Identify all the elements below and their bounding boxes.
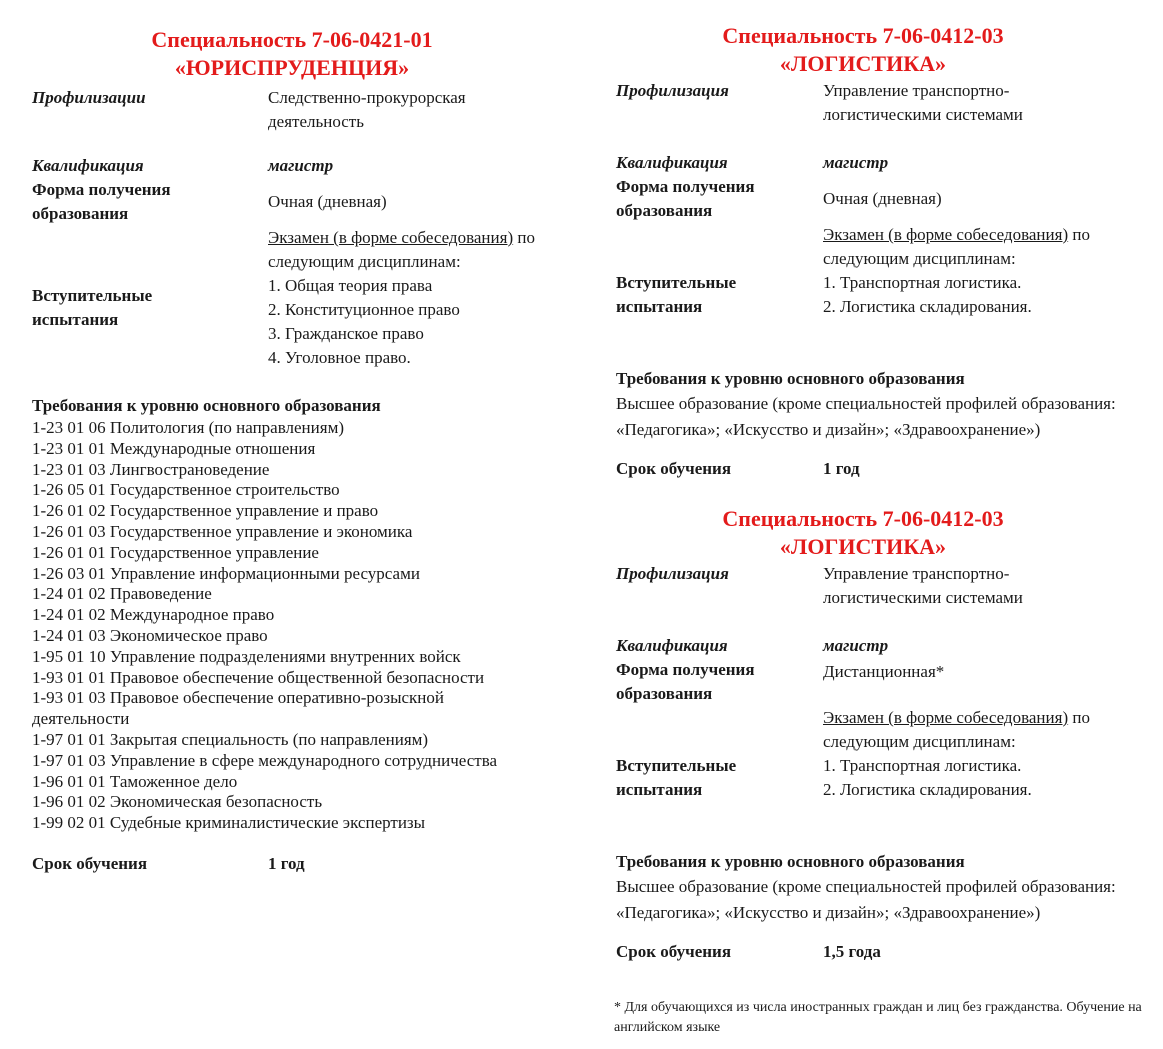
list-item: 1-26 05 01 Государственное строительство	[32, 480, 340, 500]
specialty-title-line2: «ЛОГИСТИКА»	[779, 51, 947, 76]
exam-disciplines-text: по следующим дисциплинам:	[268, 228, 535, 271]
list-item: 1-26 01 02 Государственное управление и право	[32, 501, 379, 521]
study-form-label: Форма получения образования	[616, 660, 755, 703]
entrance-exams-value	[823, 706, 1123, 802]
requirements-text: Высшее образование (кроме специальностей профилей образования: «Педагогика»; «Искусство и дизайн»; «Здравоохранение»)	[616, 394, 1116, 439]
qualification-value: магистр	[268, 156, 334, 175]
list-item: 1-23 01 03 Лингвострановедение	[32, 459, 270, 479]
profile-row	[616, 79, 1156, 151]
specialty-title-line2: «ЛОГИСТИКА»	[779, 534, 947, 559]
requirements-label: Требования к уровню основного образования	[32, 396, 381, 415]
qualification-value: магистр	[823, 636, 889, 655]
study-form-value: Очная (дневная)	[268, 192, 387, 211]
study-form-row	[616, 175, 1156, 223]
list-item: 1-23 01 01 Международные отношения	[32, 438, 316, 458]
exam-item: 2. Конституционное право	[268, 300, 460, 319]
entrance-exams-row	[32, 226, 552, 394]
exam-item: 1. Общая теория права	[268, 276, 433, 295]
exam-item: 4. Уголовное право.	[268, 348, 411, 367]
entrance-exams-label: Вступительные испытания	[32, 286, 153, 329]
entrance-exams-label: Вступительные испытания	[616, 756, 737, 799]
entrance-exams-label: Вступительные испытания	[616, 273, 737, 316]
footnote: * Для обучающихся из числа иностранных граждан и лиц без гражданства. Обучение на английском языке	[614, 1000, 1142, 1035]
exam-disciplines-text: по следующим дисциплинам:	[823, 708, 1090, 751]
study-term-label: Срок обучения	[32, 853, 148, 873]
exam-item: 1. Транспортная логистика.	[823, 273, 1022, 292]
profile-label: Профилизация	[616, 81, 729, 100]
entrance-exams-value	[268, 226, 538, 370]
profile-value: Управление транспортно-логистическими системами	[823, 81, 1023, 124]
list-item: 1-24 01 02 Международное право	[32, 605, 275, 625]
profile-label: Профилизации	[32, 88, 146, 107]
specialty-jurisprudence	[32, 26, 552, 876]
specialty-logistics-distance	[616, 505, 1156, 964]
entrance-exams-row	[616, 706, 1156, 850]
exam-format-text: Экзамен (в форме собеседования)	[823, 225, 1069, 244]
list-item: 1-26 01 03 Государственное управление и экономика	[32, 521, 413, 541]
exam-item: 1. Транспортная логистика.	[823, 756, 1022, 775]
study-form-row	[32, 178, 552, 226]
study-term-row	[616, 457, 1156, 481]
specialty-logistics-fulltime	[616, 22, 1156, 481]
study-term-value: 1 год	[823, 459, 860, 478]
specialty-title-line1: Специальность 7-06-0412-03	[722, 506, 1004, 531]
qualification-label: Квалификация	[32, 156, 144, 175]
list-item: 1-97 01 03 Управление в сфере международного сотрудничества	[32, 750, 498, 770]
specialty-title-line1: Специальность 7-06-0421-01	[151, 27, 433, 52]
list-item: 1-26 03 01 Управление информационными ресурсами	[32, 563, 420, 583]
study-term-value: 1,5 года	[823, 942, 881, 961]
study-form-row	[616, 658, 1156, 706]
study-term-row	[32, 852, 552, 876]
specialty-title-line2: «ЮРИСПРУДЕНЦИЯ»	[174, 55, 410, 80]
specialty-title-line1: Специальность 7-06-0412-03	[722, 23, 1004, 48]
exam-item: 2. Логистика складирования.	[823, 297, 1032, 316]
exam-item: 2. Логистика складирования.	[823, 780, 1032, 799]
study-form-label: Форма получения образования	[32, 180, 171, 223]
qualification-value: магистр	[823, 153, 889, 172]
study-term-label: Срок обучения	[616, 942, 732, 961]
exam-format-text: Экзамен (в форме собеседования)	[823, 708, 1069, 727]
study-term-label: Срок обучения	[616, 459, 732, 478]
qualification-label: Квалификация	[616, 636, 728, 655]
qualification-row	[616, 634, 1156, 658]
study-form-label: Форма получения образования	[616, 177, 755, 220]
list-item: 1-99 02 01 Судебные криминалистические экспертизы	[32, 813, 426, 833]
exam-item: 3. Гражданское право	[268, 324, 424, 343]
profile-row	[616, 562, 1156, 634]
requirements-list	[32, 418, 527, 834]
list-item: 1-96 01 02 Экономическая безопасность	[32, 792, 323, 812]
requirements-label: Требования к уровню основного образования	[616, 852, 965, 871]
list-item: 1-93 01 03 Правовое обеспечение оперативно-розыскной деятельности	[32, 688, 445, 729]
exam-format-text: Экзамен (в форме собеседования)	[268, 228, 514, 247]
profile-label: Профилизация	[616, 564, 729, 583]
exam-disciplines-text: по следующим дисциплинам:	[823, 225, 1090, 268]
entrance-exams-value	[823, 223, 1123, 319]
list-item: 1-97 01 01 Закрытая специальность (по направлениям)	[32, 729, 429, 749]
qualification-row	[616, 151, 1156, 175]
list-item: 1-24 01 02 Правоведение	[32, 584, 212, 604]
study-term-row	[616, 940, 1156, 964]
list-item: 1-26 01 01 Государственное управление	[32, 542, 319, 562]
qualification-row	[32, 154, 552, 178]
profile-value: Следственно-прокурорская деятельность	[268, 88, 466, 131]
list-item: 1-23 01 06 Политология (по направлениям)	[32, 418, 344, 437]
list-item: 1-93 01 01 Правовое обеспечение общественной безопасности	[32, 667, 485, 687]
list-item: 1-24 01 03 Экономическое право	[32, 625, 268, 645]
study-term-value: 1 год	[268, 853, 305, 873]
list-item: 1-96 01 01 Таможенное дело	[32, 771, 238, 791]
study-form-value: Очная (дневная)	[823, 189, 942, 208]
requirements-label: Требования к уровню основного образования	[616, 369, 965, 388]
study-form-value: Дистанционная*	[823, 662, 945, 681]
list-item: 1-95 01 10 Управление подразделениями внутренних войск	[32, 646, 461, 666]
requirements-text: Высшее образование (кроме специальностей профилей образования: «Педагогика»; «Искусство и дизайн»; «Здравоохранение»)	[616, 877, 1116, 922]
qualification-label: Квалификация	[616, 153, 728, 172]
profile-row	[32, 86, 552, 154]
entrance-exams-row	[616, 223, 1156, 367]
profile-value: Управление транспортно-логистическими системами	[823, 564, 1023, 607]
